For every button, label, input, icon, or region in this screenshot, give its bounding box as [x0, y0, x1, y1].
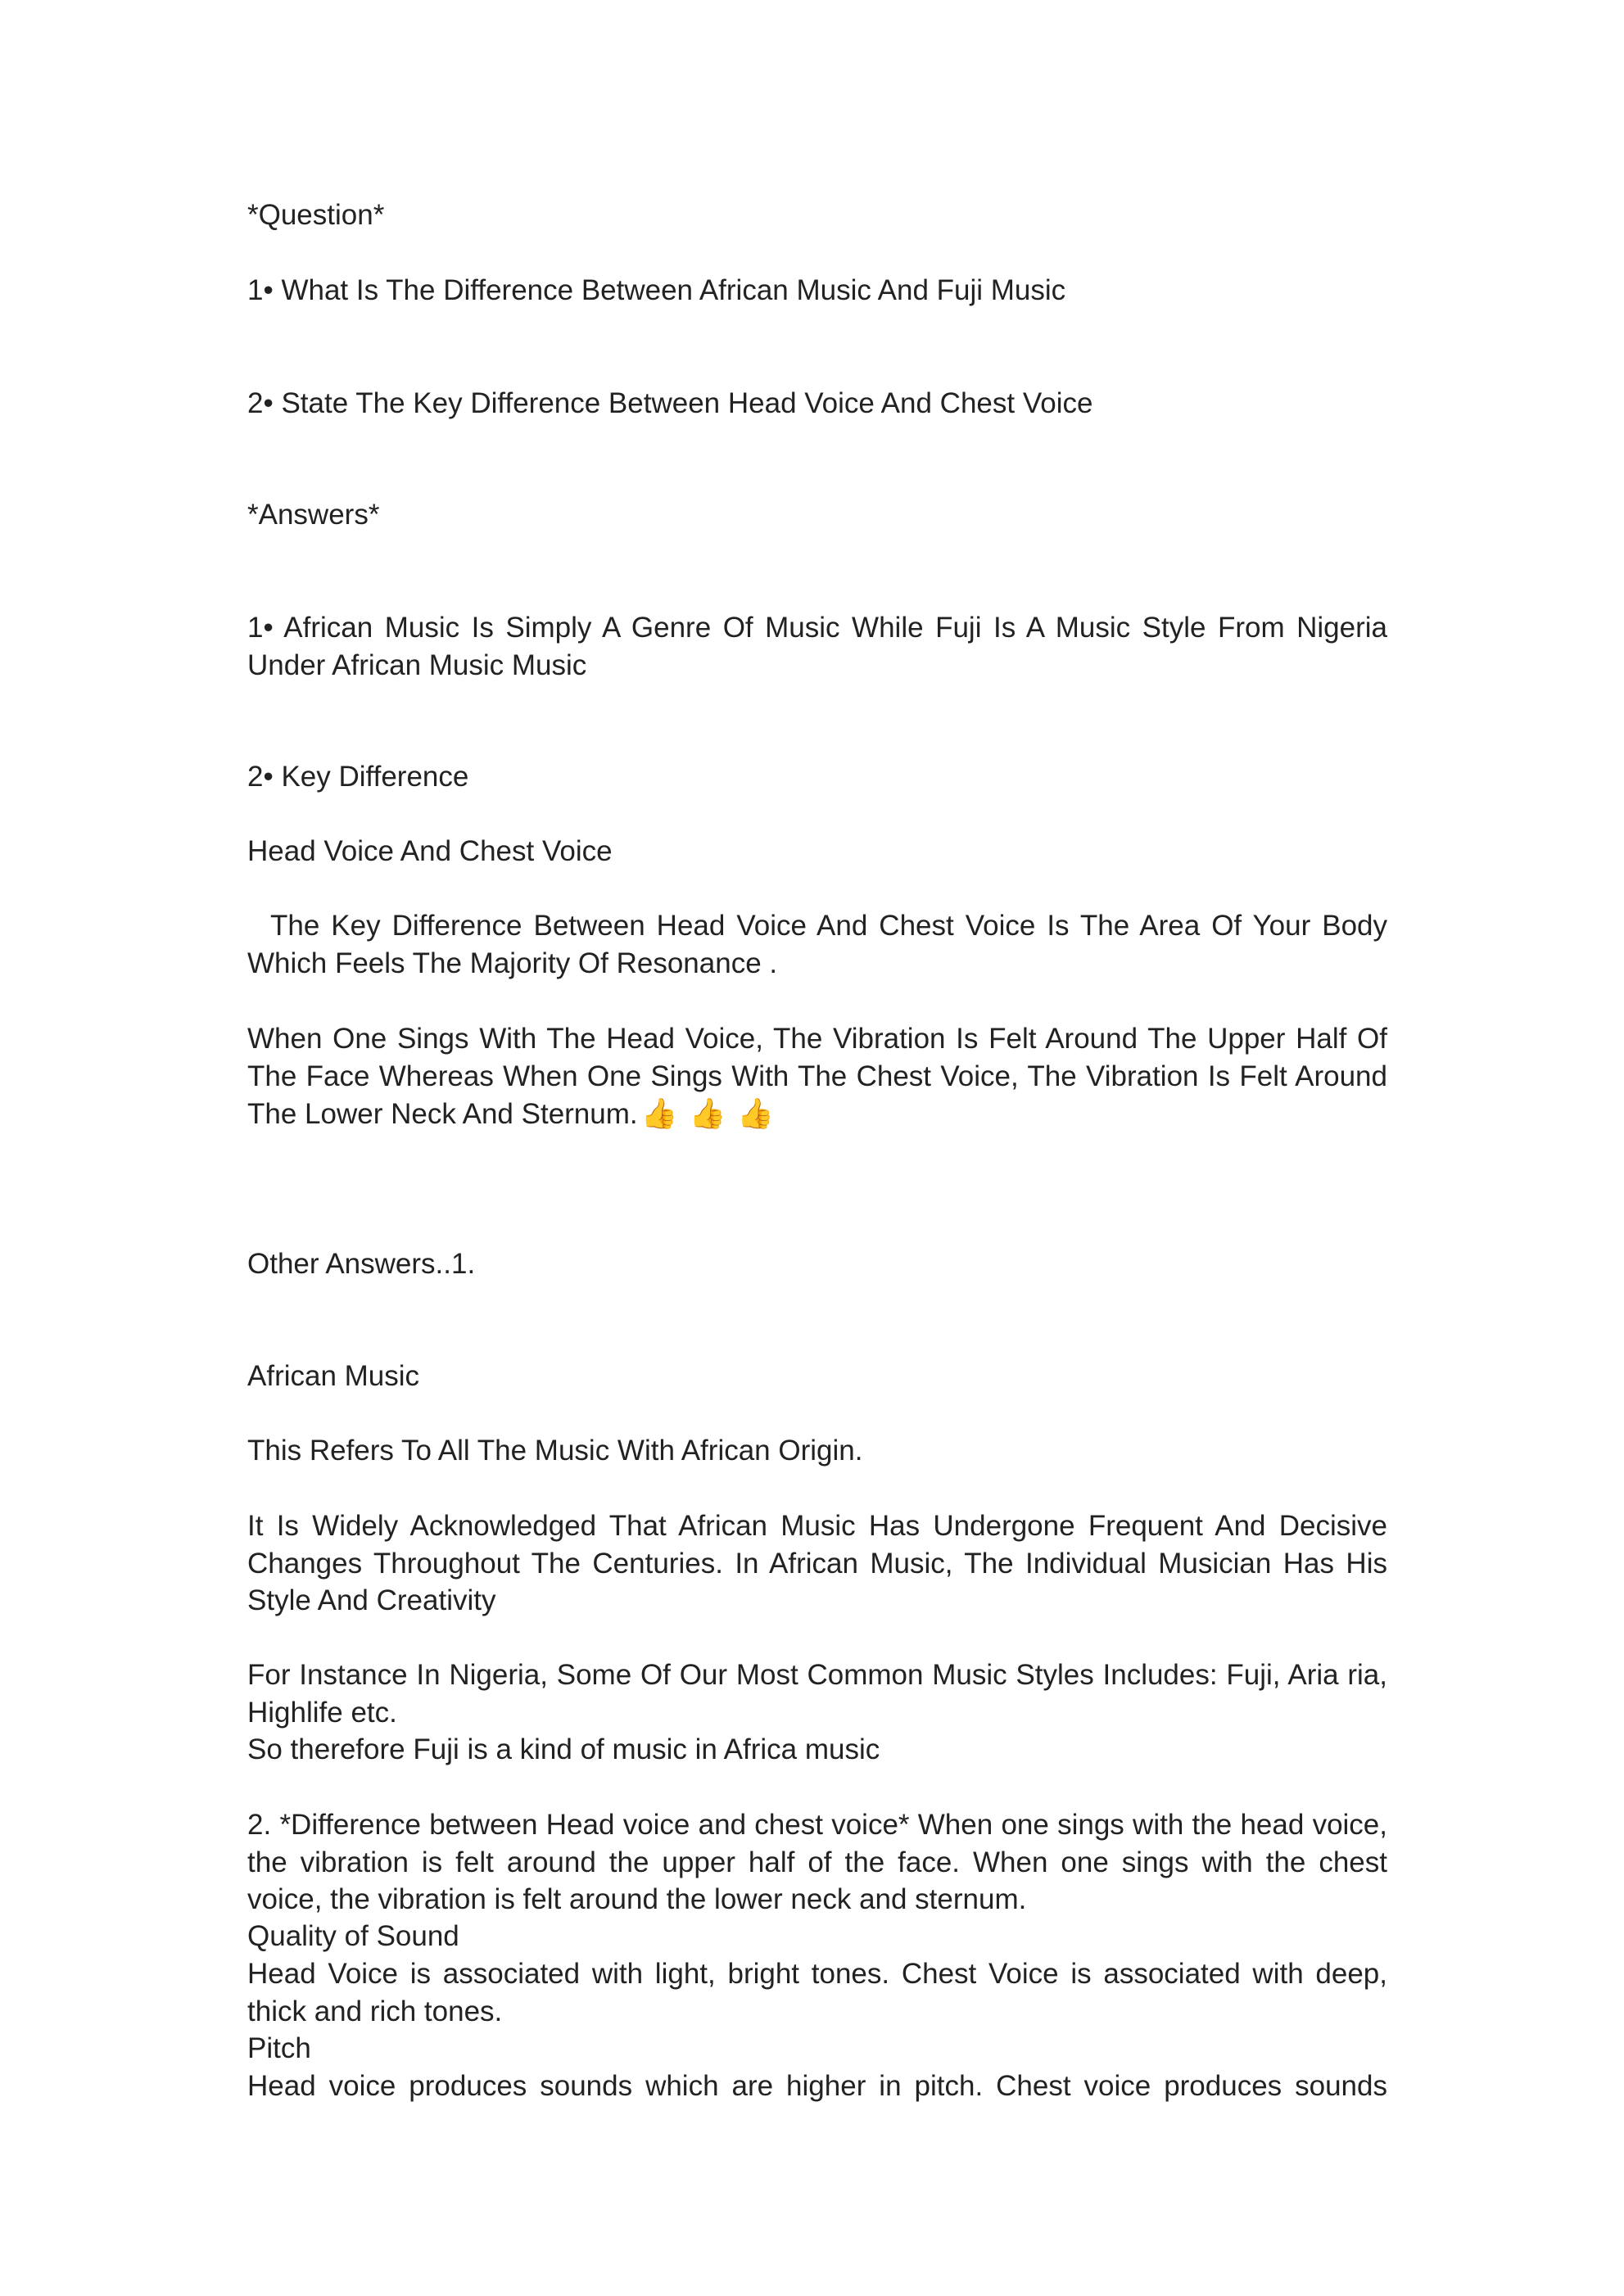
- difference-paragraph: 2. *Difference between Head voice and chest voice* When one sings with the head voice, the vibration is felt around the upper half of the face. When one sings with the chest voice, the vibration is felt around the lower neck and sternum.: [247, 1809, 1387, 1915]
- answer-1: 1• African Music Is Simply A Genre Of Music While Fuji Is A Music Style From Nigeria Under African Music Music: [247, 612, 1387, 681]
- answer-2-para2-text: When One Sings With The Head Voice, The Vibration Is Felt Around The Upper Half Of The Face Whereas When One Sings With The Chest Voice, The Vibration Is Felt Around The Lower Neck And Sternum.: [247, 1023, 1387, 1130]
- answer-2-subheading: Head Voice And Chest Voice: [247, 835, 613, 867]
- african-music-heading: African Music: [247, 1360, 420, 1392]
- quality-heading: Quality of Sound: [247, 1920, 459, 1952]
- pitch-paragraph: Head voice produces sounds which are higher in pitch. Chest voice produces sounds: [247, 2070, 1387, 2102]
- answer-2-label: 2• Key Difference: [247, 761, 469, 793]
- other-answers-heading: Other Answers..1.: [247, 1248, 476, 1280]
- question-heading: *Question*: [247, 199, 385, 231]
- nigeria-paragraph: For Instance In Nigeria, Some Of Our Most Common Music Styles Includes: Fuji, Aria ria, Highlife etc.: [247, 1659, 1387, 1729]
- african-music-paragraph: It Is Widely Acknowledged That African Music Has Undergone Frequent And Decisive Changes Throughout The Centuries. In African Music, The Individual Musician Has His Style And Creativity: [247, 1510, 1387, 1616]
- fuji-conclusion: So therefore Fuji is a kind of music in Africa music: [247, 1733, 880, 1765]
- question-2: 2• State The Key Difference Between Head Voice And Chest Voice: [247, 387, 1093, 419]
- answer-2-para1: The Key Difference Between Head Voice And Chest Voice Is The Area Of Your Body Which Feels The Majority Of Resonance .: [247, 910, 1396, 979]
- question-1: 1• What Is The Difference Between African Music And Fuji Music: [247, 274, 1066, 306]
- quality-paragraph: Head Voice is associated with light, bright tones. Chest Voice is associated with deep, thick and rich tones.: [247, 1958, 1387, 2027]
- answer-2-para2: [247, 1020, 1387, 1133]
- pitch-heading: Pitch: [247, 2032, 311, 2064]
- answers-heading: *Answers*: [247, 499, 380, 531]
- african-music-definition: This Refers To All The Music With African Origin.: [247, 1435, 863, 1467]
- thumbs-up-icon: 👍👍👍: [640, 1096, 786, 1130]
